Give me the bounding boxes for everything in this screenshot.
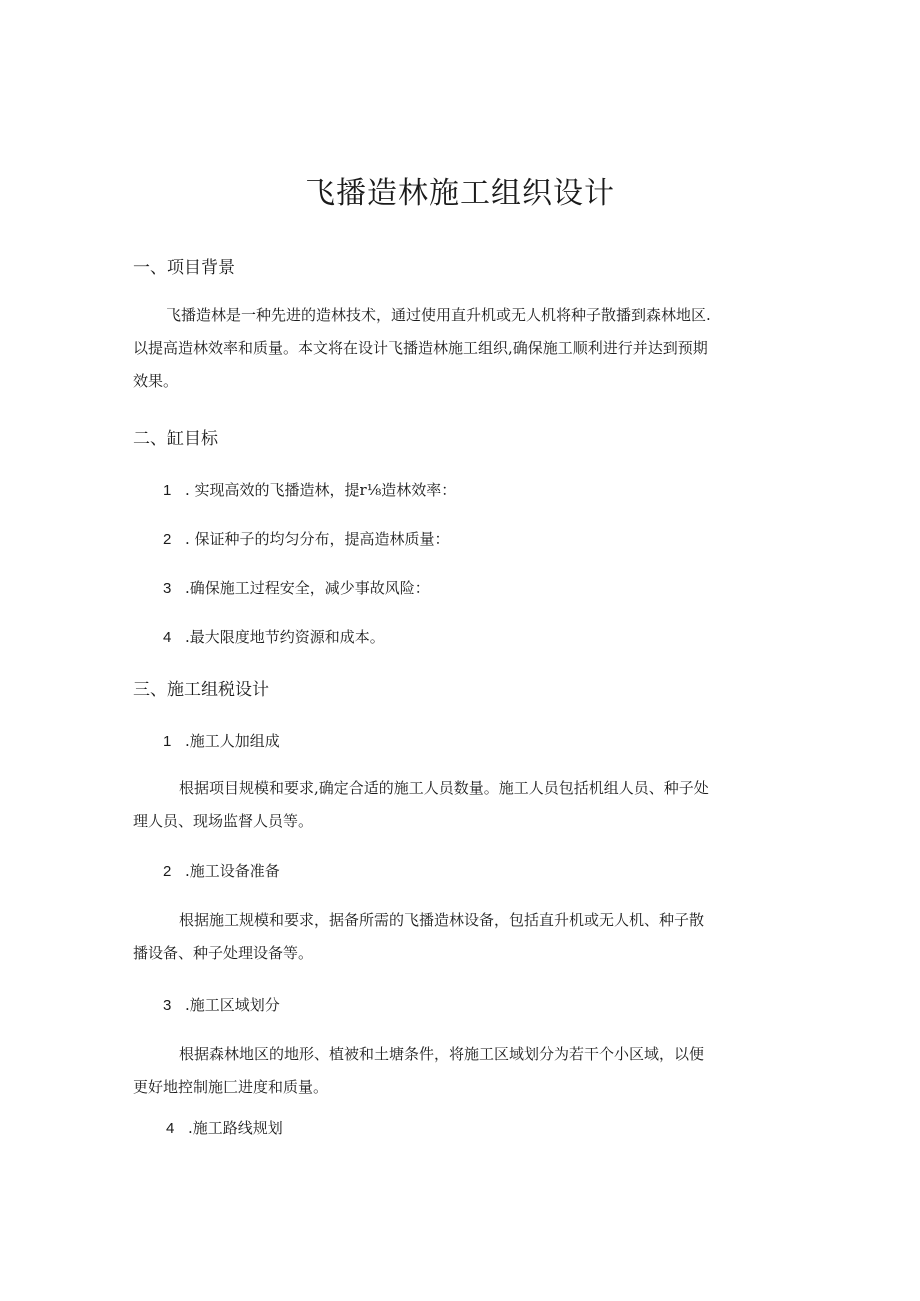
document-title: 飞播造林施工组织设计 [305, 176, 615, 211]
paragraph-line: 播设备、种子处理设备等。 [133, 944, 314, 962]
goal-item [163, 527, 450, 552]
item-text: .施工区域划分 [185, 996, 280, 1014]
paragraph-line: 更好地控制施匚进度和质量。 [133, 1078, 329, 1096]
item-number: 1 [163, 733, 172, 750]
item-text: .施工设备准备 [185, 862, 280, 880]
item-number: 1 [163, 482, 172, 499]
item-text: . 实现高效的飞播造林，提r⅛造林效率： [185, 481, 457, 499]
paragraph-line: 飞播造林是一种先进的造林技术，通过使用直升机或无人机将种子散播到森林地区. [166, 306, 711, 324]
item-text: . 保证种子的均匀分布，提高造林质量： [185, 530, 450, 548]
item-number: 2 [163, 531, 172, 548]
item-text: .施工人加组成 [185, 732, 280, 750]
goal-item [163, 576, 430, 601]
item-text: .确保施工过程安全，减少事故风险： [185, 579, 430, 597]
subsection-title [163, 993, 280, 1018]
paragraph-line: 以提高造林效率和质量。本文将在设计飞播造林施工组织,确保施工顺利进行并达到预期 [133, 339, 708, 357]
subsection-paragraph [133, 1038, 788, 1104]
paragraph-line: 根据森林地区的地形、植被和土塘条件，将施工区域划分为若干个小区域，以便 [179, 1045, 705, 1063]
subsection-title [166, 1116, 283, 1141]
section-heading-background: 一、项目背景 [133, 258, 235, 278]
item-text: .施工路线规划 [188, 1119, 283, 1137]
paragraph-line: 根据项目规模和要求,确定合适的施工人员数量。施工人员包括机组人员、种子处 [179, 779, 709, 797]
paragraph-line: 根据施工规模和要求，据备所需的飞播造林设备，包括直升机或无人机、种子散 [179, 911, 705, 929]
item-text: .最大限度地节约资源和成本。 [185, 628, 385, 646]
goal-item [163, 478, 456, 503]
subsection-paragraph [133, 772, 788, 838]
item-number: 2 [163, 863, 172, 880]
section-heading-goals: 二、缸目标 [133, 429, 218, 449]
subsection-title [163, 859, 280, 884]
background-paragraph [133, 299, 788, 398]
subsection-title [163, 729, 280, 754]
goal-item [163, 625, 385, 650]
item-number: 4 [166, 1120, 175, 1137]
item-number: 3 [163, 580, 172, 597]
item-number: 4 [163, 629, 172, 646]
section-heading-organization: 三、施工组税设计 [133, 680, 269, 700]
paragraph-line: 效果。 [133, 372, 179, 390]
paragraph-line: 理人员、现场监督人员等。 [133, 812, 314, 830]
subsection-paragraph [133, 904, 788, 970]
item-number: 3 [163, 997, 172, 1014]
